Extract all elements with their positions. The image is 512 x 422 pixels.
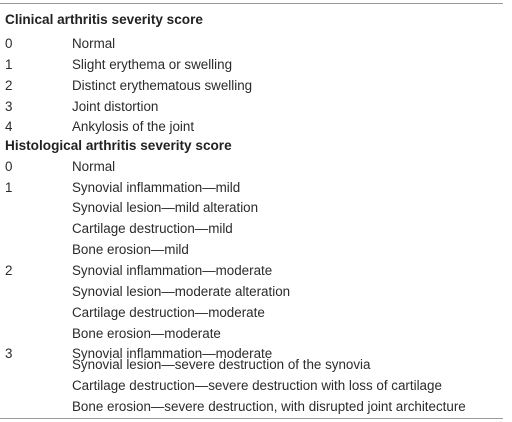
description-cell: Normal [72, 36, 116, 51]
description-cell: Ankylosis of the joint [72, 119, 195, 134]
table-bottom-rule [0, 418, 503, 419]
description-cell: Joint distortion [72, 99, 159, 114]
histological-row [0, 396, 503, 417]
description-cell: Cartilage destruction—severe destruction with loss of cartilage [72, 378, 442, 393]
histological-row [0, 260, 503, 281]
clinical-row [0, 75, 503, 96]
score-cell: 3 [5, 99, 13, 114]
score-cell: 1 [5, 57, 13, 72]
clinical-row [0, 54, 503, 75]
description-cell: Distinct erythematous swelling [72, 78, 253, 93]
score-cell: 1 [5, 180, 13, 195]
clinical-row [0, 116, 503, 137]
score-cell: 2 [5, 263, 13, 278]
histological-row [0, 281, 503, 302]
histological-row [0, 239, 503, 260]
histological-section-title: Histological arthritis severity score [5, 138, 232, 153]
histological-row [0, 354, 503, 375]
description-cell: Bone erosion—mild [72, 242, 189, 257]
description-cell: Slight erythema or swelling [72, 57, 233, 72]
histological-row [0, 218, 503, 239]
description-cell: Synovial lesion—moderate alteration [72, 284, 291, 299]
score-cell: 2 [5, 78, 13, 93]
histological-row [0, 375, 503, 396]
histological-row [0, 197, 503, 218]
score-cell: 0 [5, 159, 13, 174]
description-cell: Synovial lesion—mild alteration [72, 200, 259, 215]
histological-row [0, 323, 503, 344]
description-cell: Synovial inflammation—moderate [72, 346, 273, 361]
table-top-rule [0, 3, 503, 4]
score-cell: 4 [5, 119, 13, 134]
description-cell: Normal [72, 159, 116, 174]
clinical-row [0, 33, 503, 54]
description-cell: Synovial inflammation—mild [72, 180, 241, 195]
description-cell: Bone erosion—severe destruction, with disrupted joint architecture [72, 399, 466, 414]
description-cell: Synovial inflammation—moderate [72, 263, 273, 278]
histological-row [0, 177, 503, 198]
description-cell: Cartilage destruction—mild [72, 221, 233, 236]
histological-row [0, 156, 503, 177]
score-cell: 3 [5, 346, 13, 361]
description-cell: Synovial lesion—severe destruction of the synovia [72, 357, 371, 372]
histological-row [0, 302, 503, 323]
clinical-section-title: Clinical arthritis severity score [5, 12, 203, 27]
clinical-row [0, 96, 503, 117]
description-cell: Cartilage destruction—moderate [72, 305, 265, 320]
score-cell: 0 [5, 36, 13, 51]
description-cell: Bone erosion—moderate [72, 326, 221, 341]
